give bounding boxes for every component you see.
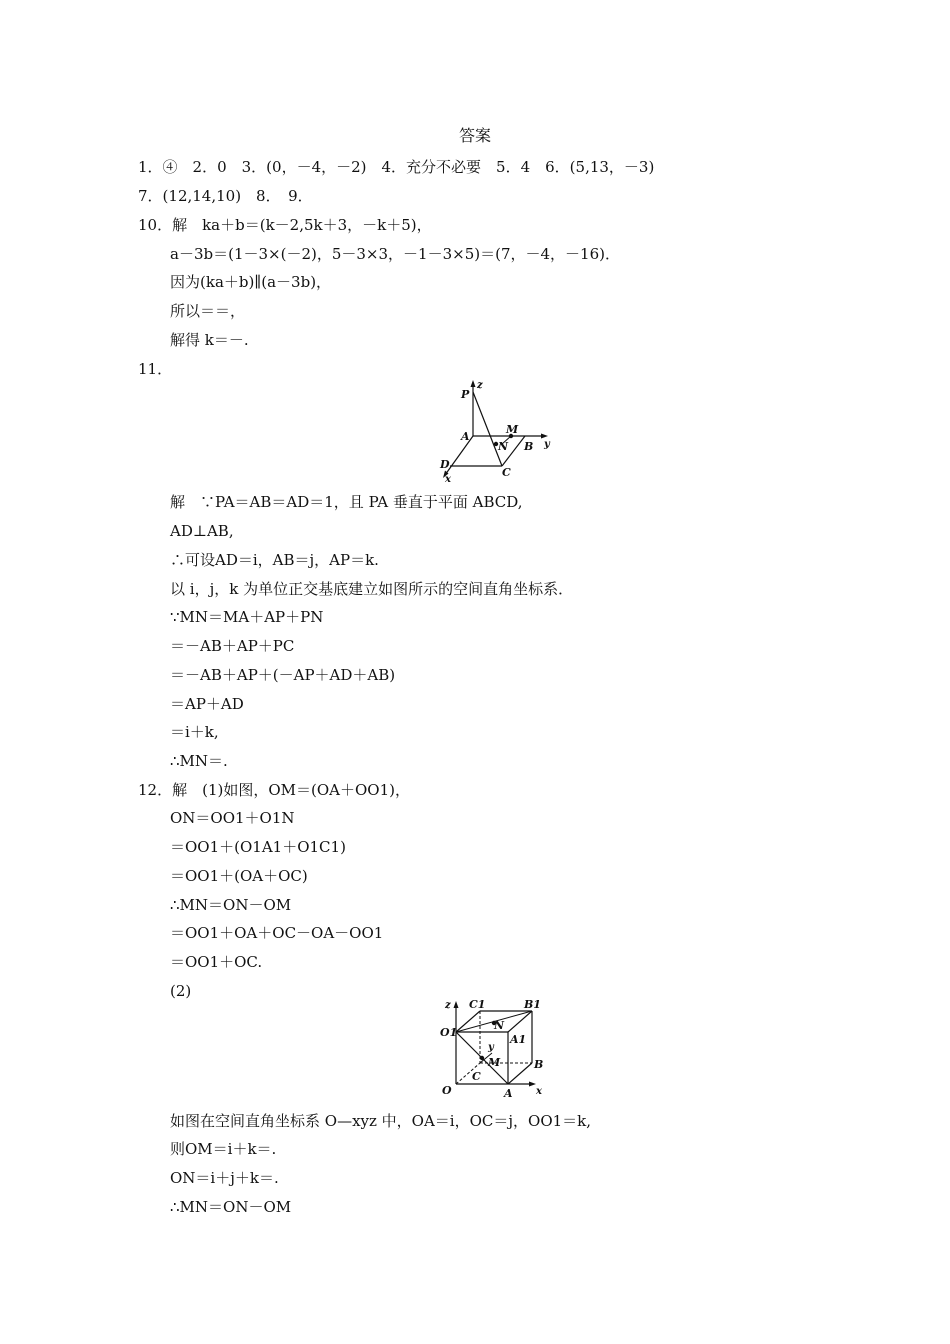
axis-label: x [445,474,451,485]
cube-figure [436,996,552,1104]
problem-12-step: ＝OO1＋OC. [170,953,263,971]
point-label: P [461,388,470,401]
axis-label: x [536,1086,542,1097]
problem-11-step: AD⊥AB, [170,522,234,540]
pyramid-figure [436,378,556,488]
problem-10-heading: 10．解 ka＋b＝(k－2,5k＋3，－k＋5)， [138,216,432,234]
problem-12-part-2: (2) [170,982,192,1000]
problem-11-heading: 11． [138,360,173,378]
answer-line-1: 1．④ 2．0 3．(0，－4，－2) 4．充分不必要 5．4 6．(5,13，－3) [138,158,655,176]
point-label: M [488,1056,501,1069]
problem-12-step: ON＝OO1＋O1N [170,809,295,827]
point-label: A [504,1087,513,1100]
problem-12-step: ＝OO1＋OA＋OC－OA－OO1 [170,924,384,942]
problem-11-step: ＝－AB＋AP＋(－AP＋AD＋AB) [170,666,396,684]
point-label: N [494,1019,505,1032]
axis-label: y [544,439,550,450]
point-label: C [502,466,511,479]
point-label: B [534,1058,544,1071]
point-label: M [506,423,519,436]
problem-11-step: ∴MN＝. [170,752,228,770]
problem-11-step: ∴可设AD＝i，AB＝j，AP＝k. [170,551,379,569]
problem-12-step: ON＝i＋j＋k＝. [170,1169,279,1187]
point-label: C1 [469,998,486,1011]
point-label: N [498,440,509,453]
problem-12-step: 如图在空间直角坐标系 O—xyz 中，OA＝i，OC＝j，OO1＝k, [170,1112,592,1130]
answer-line-7: 7．(12,14,10) 8． 9． [138,187,313,205]
answer-title: 答案 [458,126,491,145]
problem-12-step: ＝OO1＋(O1A1＋O1C1) [170,838,346,856]
problem-11-step: ＝AP＋AD [170,695,244,713]
point-label: A [461,430,470,443]
point-label: B1 [524,998,541,1011]
point-label: A1 [510,1033,527,1046]
problem-11-step: ＝－AB＋AP＋PC [170,637,295,655]
point-label: O1 [440,1026,458,1039]
axis-label: y [488,1042,494,1053]
problem-10-step: 所以＝＝， [170,302,246,320]
point-label: B [524,440,534,453]
point-label: O [442,1084,452,1097]
problem-10-step: 解得 k＝－. [170,331,249,349]
problem-12-step: ∴MN＝ON－OM [170,896,292,914]
point-label: D [440,458,450,471]
problem-10-step: a－3b＝(1－3×(－2)，5－3×3，－1－3×5)＝(7，－4，－16)． [170,245,620,263]
axis-label: z [477,380,483,391]
point-label: C [472,1070,481,1083]
problem-12-step: 则OM＝i＋k＝. [170,1140,277,1158]
problem-11-step: 以 i，j，k 为单位正交基底建立如图所示的空间直角坐标系． [170,580,574,598]
problem-12-step: ∴MN＝ON－OM [170,1198,292,1216]
problem-12-heading: 12．解 (1)如图，OM＝(OA＋OO1)， [138,781,410,799]
problem-11-step: ∵MN＝MA＋AP＋PN [170,608,324,626]
axis-label: z [445,1000,451,1011]
problem-11-step: 解 ∵PA＝AB＝AD＝1，且 PA 垂直于平面 ABCD, [170,493,523,511]
problem-12-step: ＝OO1＋(OA＋OC) [170,867,308,885]
problem-11-step: ＝i＋k, [170,723,219,741]
problem-10-step: 因为(ka＋b)∥(a－3b)， [170,273,332,291]
